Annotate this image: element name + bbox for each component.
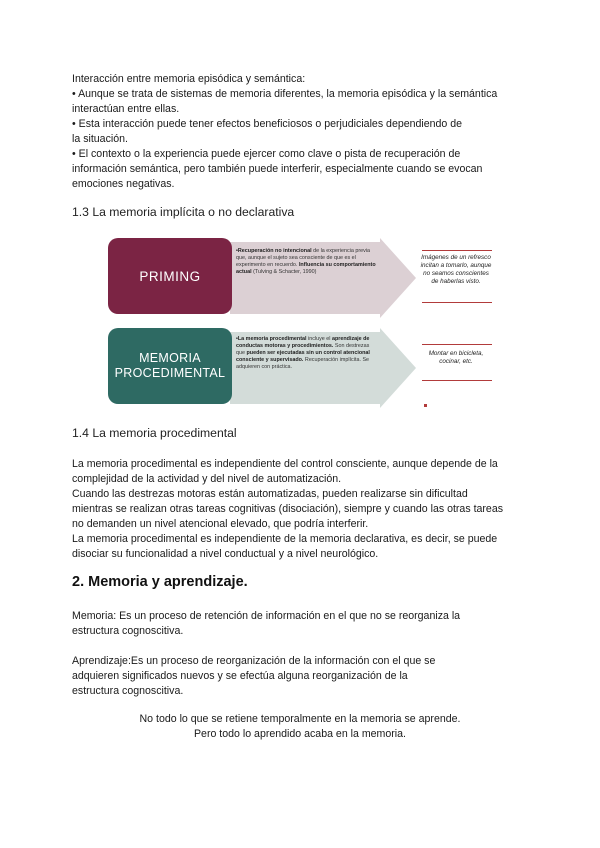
s14-line: La memoria procedimental es independiente del control consciente, aunque depende de la	[72, 458, 498, 470]
priming-note-bottom-line	[422, 302, 492, 303]
section-2-title: 2. Memoria y aprendizaje.	[72, 574, 248, 590]
proc-text-2: Son destrezas que	[236, 343, 370, 356]
intro-line: la situación.	[72, 133, 128, 145]
proc-text-1: incluye el	[306, 336, 332, 342]
s14-line: complejidad de la actividad y del nivel de automatización.	[72, 473, 342, 485]
procedimental-box	[108, 328, 232, 404]
priming-note-top-line	[422, 250, 492, 251]
priming-text-2: (Tulving & Schacter, 1990)	[251, 269, 317, 275]
proc-bold-3: pueden ser ejecutadas sin un control atencional consciente y supervisado.	[236, 350, 370, 363]
aprendizaje-line: Aprendizaje:Es un proceso de reorganización de la información con el que se	[72, 655, 436, 667]
aprendizaje-line: adquieren significados nuevos y se efectúa alguna reorganización de la	[72, 670, 408, 682]
logo-mark	[424, 404, 427, 407]
procedimental-side-note: Montar en bicicleta, cocinar, etc.	[428, 350, 484, 365]
intro-line: • Esta interacción puede tener efectos beneficiosos o perjudiciales dependiendo de	[72, 118, 463, 130]
priming-box	[108, 238, 232, 314]
proc-note-top-line	[422, 344, 492, 345]
section-1-4-title: 1.4 La memoria procedimental	[72, 426, 237, 440]
proc-bold-2: aprendizaje de conductas motoras y procedimientos.	[236, 336, 370, 349]
section-1-3-title: 1.3 La memoria implícita o no declarativa	[72, 205, 295, 219]
proc-note-bottom-line	[422, 380, 492, 381]
priming-side-note: Imágenes de un refresco incitan a tomarlo, aunque no seamos conscientes de haberlas visto.	[420, 254, 492, 285]
procedimental-description	[236, 336, 376, 371]
intro-line: • Aunque se trata de sistemas de memoria diferentes, la memoria episódica y la semántica	[72, 88, 498, 100]
s14-line: disociar su funcionalidad a nivel conductual y a nivel neurológico.	[72, 548, 379, 560]
s14-line: no demanden un nivel atencional elevado, que podría interferir.	[72, 518, 369, 530]
priming-text-1: de la experiencia previa que, aunque el sujeto sea consciente de que es el experimento en recuerdo.	[236, 248, 371, 268]
aprendizaje-definition	[72, 654, 532, 699]
priming-description	[236, 248, 376, 276]
priming-bold-1: •Recuperación no intencional	[236, 248, 312, 254]
intro-paragraph	[72, 72, 532, 192]
closing-statement	[72, 712, 528, 742]
intro-line: • El contexto o la experiencia puede ejercer como clave o pista de recuperación de	[72, 148, 461, 160]
aprendizaje-line: estructura cognoscitiva.	[72, 685, 184, 697]
procedimental-box-label-2: PROCEDIMENTAL	[114, 366, 226, 380]
intro-line: emociones negativas.	[72, 178, 175, 190]
s14-line: mientras se realizan otras tareas cognitivas (disociación), siempre y cuando las otras tareas	[72, 503, 504, 515]
closing-line: No todo lo que se retiene temporalmente en la memoria se aprende.	[139, 713, 461, 725]
proc-bold-1: •La memoria procedimental	[236, 336, 307, 342]
memoria-definition	[72, 609, 532, 639]
priming-box-label: PRIMING	[139, 268, 201, 284]
s14-line: La memoria procedimental es independiente de la memoria declarativa, es decir, se puede	[72, 533, 498, 545]
memoria-line: estructura cognoscitiva.	[72, 625, 184, 637]
closing-line: Pero todo lo aprendido acaba en la memoria.	[193, 728, 406, 740]
intro-line: interactúan entre ellas.	[72, 103, 180, 115]
proc-text-3: Recuperación implícita. Se adquieren con práctica.	[236, 357, 370, 370]
section-1-4-paragraph	[72, 457, 532, 562]
intro-line: información semántica, pero también puede interferir, especialmente cuando se evocan	[72, 163, 483, 175]
procedimental-box-label-1: MEMORIA	[139, 351, 201, 365]
priming-bold-2: Influencia su comportamiento actual	[236, 262, 376, 275]
s14-line: Cuando las destrezas motoras están automatizadas, pueden realizarse sin dificultad	[72, 488, 468, 500]
memory-diagram	[108, 236, 492, 408]
intro-heading: Interacción entre memoria episódica y semántica:	[72, 73, 306, 85]
memoria-line: Memoria: Es un proceso de retención de información en el que no se reorganiza la	[72, 610, 461, 622]
